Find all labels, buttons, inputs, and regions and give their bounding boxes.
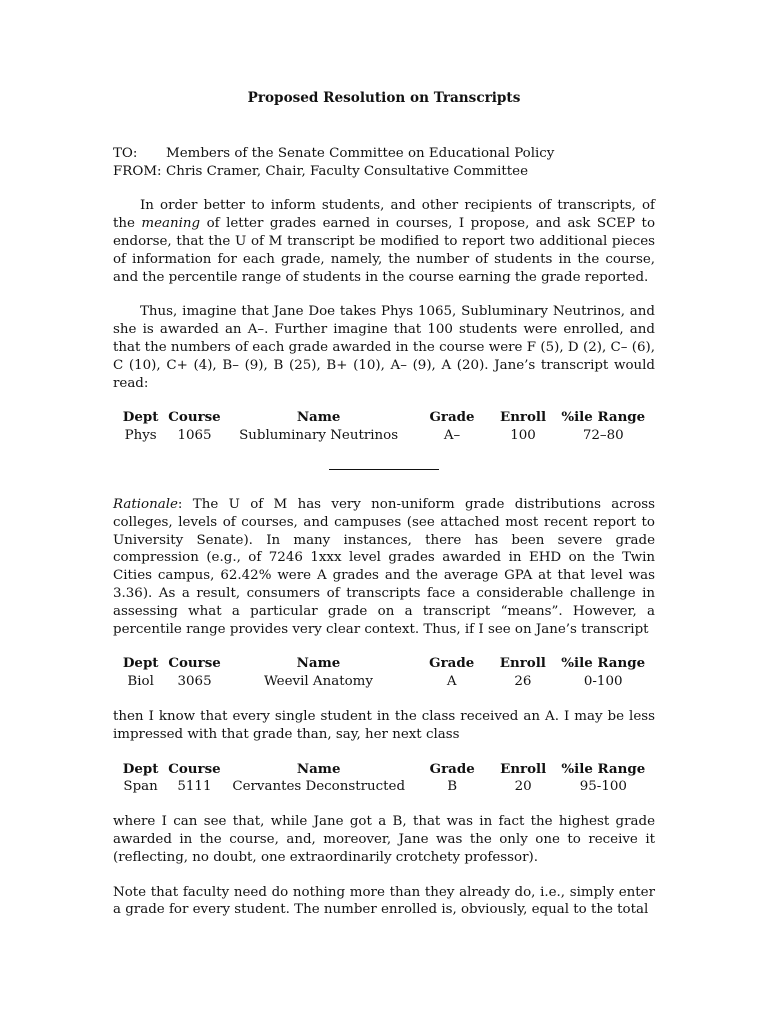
cell-name: Subluminary Neutrinos (239, 428, 399, 444)
memo-from-row (113, 163, 655, 181)
header-dept: Dept (122, 409, 159, 426)
cell-name: Cervantes Deconstructed (232, 779, 406, 795)
header-percentile: %ile Range (561, 409, 646, 426)
header-dept: Dept (122, 760, 159, 777)
rationale-label: Rationale (113, 496, 178, 512)
header-course: Course (168, 409, 221, 426)
transcript-table-phys (113, 409, 648, 445)
paragraph-example: Thus, imagine that Jane Doe takes Phys 1065, Subluminary Neutrinos, and she is awarded an A–. Further imagine that 100 students were enrolled, and that the numbers of each grade awarded in the course were F (5), D (2), C– (6), C (10), C+ (4), B– (9), B (25), B+ (10), A– (9), A (20). Jane’s transcript would read: (113, 304, 655, 391)
table-row (113, 673, 648, 691)
header-name: Name (296, 409, 341, 426)
paragraph-proposal (113, 197, 655, 286)
memo-from-label: FROM: (113, 163, 162, 179)
transcript-table-biol (113, 655, 648, 691)
paragraph-proposal-emphasis: meaning (141, 216, 201, 232)
cell-course: 1065 (177, 428, 212, 444)
paragraph-proposal-start: In order better to inform students, and other recipients of transcripts, of the (113, 198, 655, 232)
header-percentile: %ile Range (561, 760, 646, 777)
section-divider (329, 469, 439, 470)
table-row (113, 427, 648, 445)
header-grade: Grade (429, 655, 475, 672)
table-header-row (113, 409, 648, 427)
header-grade: Grade (429, 409, 475, 426)
memo-header (113, 145, 655, 181)
cell-grade: B (447, 779, 458, 795)
transcript-table-span (113, 761, 648, 797)
cell-enroll: 100 (510, 428, 536, 444)
cell-enroll: 26 (514, 674, 532, 690)
header-enroll: Enroll (499, 655, 546, 672)
cell-enroll: 20 (514, 779, 532, 795)
cell-course: 3065 (177, 674, 212, 690)
cell-name: Weevil Anatomy (264, 674, 373, 690)
header-course: Course (168, 760, 221, 777)
cell-percentile: 95-100 (579, 779, 627, 795)
header-percentile: %ile Range (561, 655, 646, 672)
table-header-row (113, 655, 648, 673)
rationale-text: : The U of M has very non-uniform grade distributions across colleges, levels of courses, and campuses (see attached most recent report to University Senate). In many instances, there has been severe grade compression (e.g., of 7246 1xxx level grades awarded in EHD on the Twin Cities campus, 62.42% were A grades and the average GPA at that level was 3.36). As a result, consumers of transcripts face a considerable challenge in assessing what a particular grade on a transcript “means”. However, a percentile range provides very clear context. Thus, if I see on Jane’s transcript (113, 496, 655, 637)
table-row (113, 778, 648, 796)
cell-dept: Phys (124, 428, 157, 444)
header-name: Name (296, 655, 341, 672)
header-enroll: Enroll (499, 409, 547, 426)
header-enroll: Enroll (500, 760, 547, 777)
cell-grade: A (446, 674, 457, 690)
table-header-row (113, 761, 648, 779)
memo-to-row (113, 145, 655, 163)
document-title: Proposed Resolution on Transcripts (247, 90, 521, 106)
memo-to-value: Members of the Senate Committee on Educational Policy (166, 145, 555, 161)
cell-percentile: 72–80 (582, 428, 624, 444)
header-course: Course (168, 655, 221, 672)
cell-dept: Biol (127, 674, 154, 690)
header-dept: Dept (122, 655, 159, 672)
paragraph-proposal-end: of letter grades earned in courses, I propose, and ask SCEP to endorse, that the U of M transcript be modified to report two additional pieces of information for each grade, namely, the number of students in the course, and the percentile range of students in the course earning the grade reported. (113, 216, 656, 285)
cell-percentile: 0-100 (583, 674, 623, 690)
paragraph-biol-comment: then I know that every single student in the class received an A. I may be less impressed with that grade than, say, her next class (113, 708, 655, 742)
paragraph-span-comment: where I can see that, while Jane got a B, that was in fact the highest grade awarded in the course, and, moreover, Jane was the only one to receive it (reflecting, no doubt, one extraordinarily crotchety professor). (113, 814, 655, 865)
cell-grade: A– (443, 428, 461, 444)
header-name: Name (296, 760, 341, 777)
paragraph-rationale (113, 496, 655, 638)
paragraph-faculty-note: Note that faculty need do nothing more than they already do, i.e., simply enter a grade for every student. The number enrolled is, obviously, equal to the total (113, 884, 655, 918)
cell-dept: Span (123, 779, 158, 795)
memo-from-value: Chris Cramer, Chair, Faculty Consultative Committee (166, 163, 529, 179)
memo-to-label: TO: (113, 145, 138, 161)
cell-course: 5111 (177, 779, 212, 795)
header-grade: Grade (429, 760, 475, 777)
